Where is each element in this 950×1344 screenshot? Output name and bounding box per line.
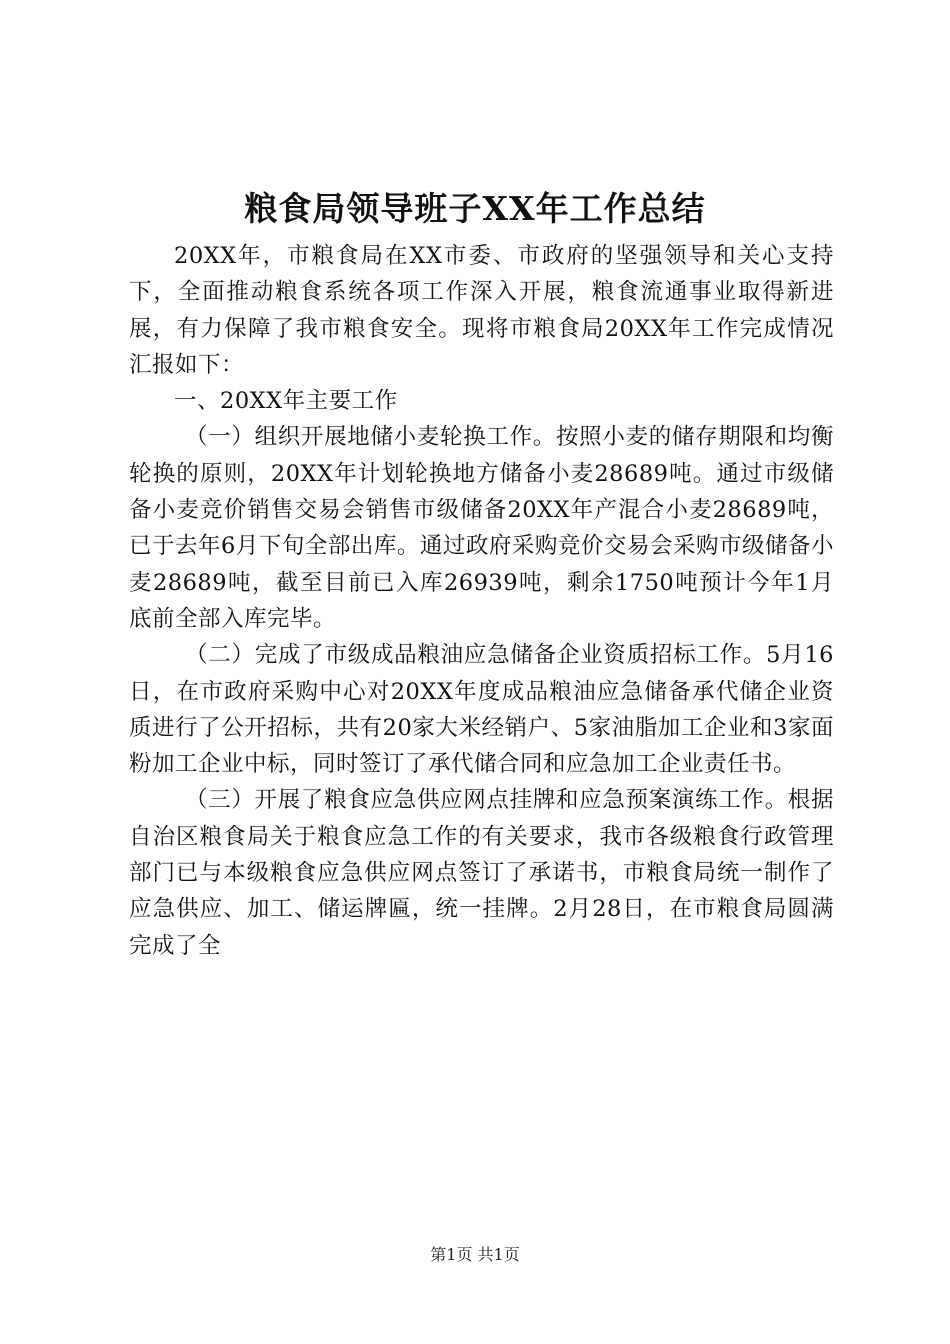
document-body [129,238,834,964]
item-3-paragraph: （三）开展了粮食应急供应网点挂牌和应急预案演练工作。根据自治区粮食局关于粮食应急工作的有关要求，我市各级粮食行政管理部门已与本级粮食应急供应网点签订了承诺书，市粮食局统一制作了应急供应、加工、储运牌匾，统一挂牌。2月28日，在市粮食局圆满完成了全 [129,787,834,959]
intro-paragraph: 20XX年，市粮食局在XX市委、市政府的坚强领导和关心支持下，全面推动粮食系统各项工作深入开展，粮食流通事业取得新进展，有力保障了我市粮食安全。现将市粮食局20XX年工作完成情况汇报如下： [129,243,834,378]
item-1-paragraph: （一）组织开展地储小麦轮换工作。按照小麦的储存期限和均衡轮换的原则，20XX年计划轮换地方储备小麦28689吨。通过市级储备小麦竞价销售交易会销售市级储备20XX年产混合小麦28689吨，已于去年6月下旬全部出库。通过政府采购竞价交易会采购市级储备小麦28689吨，截至目前已入库26939吨，剩余1750吨预计今年1月底前全部入库完毕。 [129,424,834,632]
section-heading: 一、20XX年主要工作 [174,388,398,415]
document-title: 粮食局领导班子XX年工作总结 [244,189,706,228]
page-footer: 第1页 共1页 [430,1245,520,1264]
item-2-paragraph: （二）完成了市级成品粮油应急储备企业资质招标工作。5月16日，在市政府采购中心对20XX年度成品粮油应急储备承代储企业资质进行了公开招标，共有20家大米经销户、5家油脂加工企业和3家面粉加工企业中标，同时签订了承代储合同和应急加工企业责任书。 [129,642,834,778]
